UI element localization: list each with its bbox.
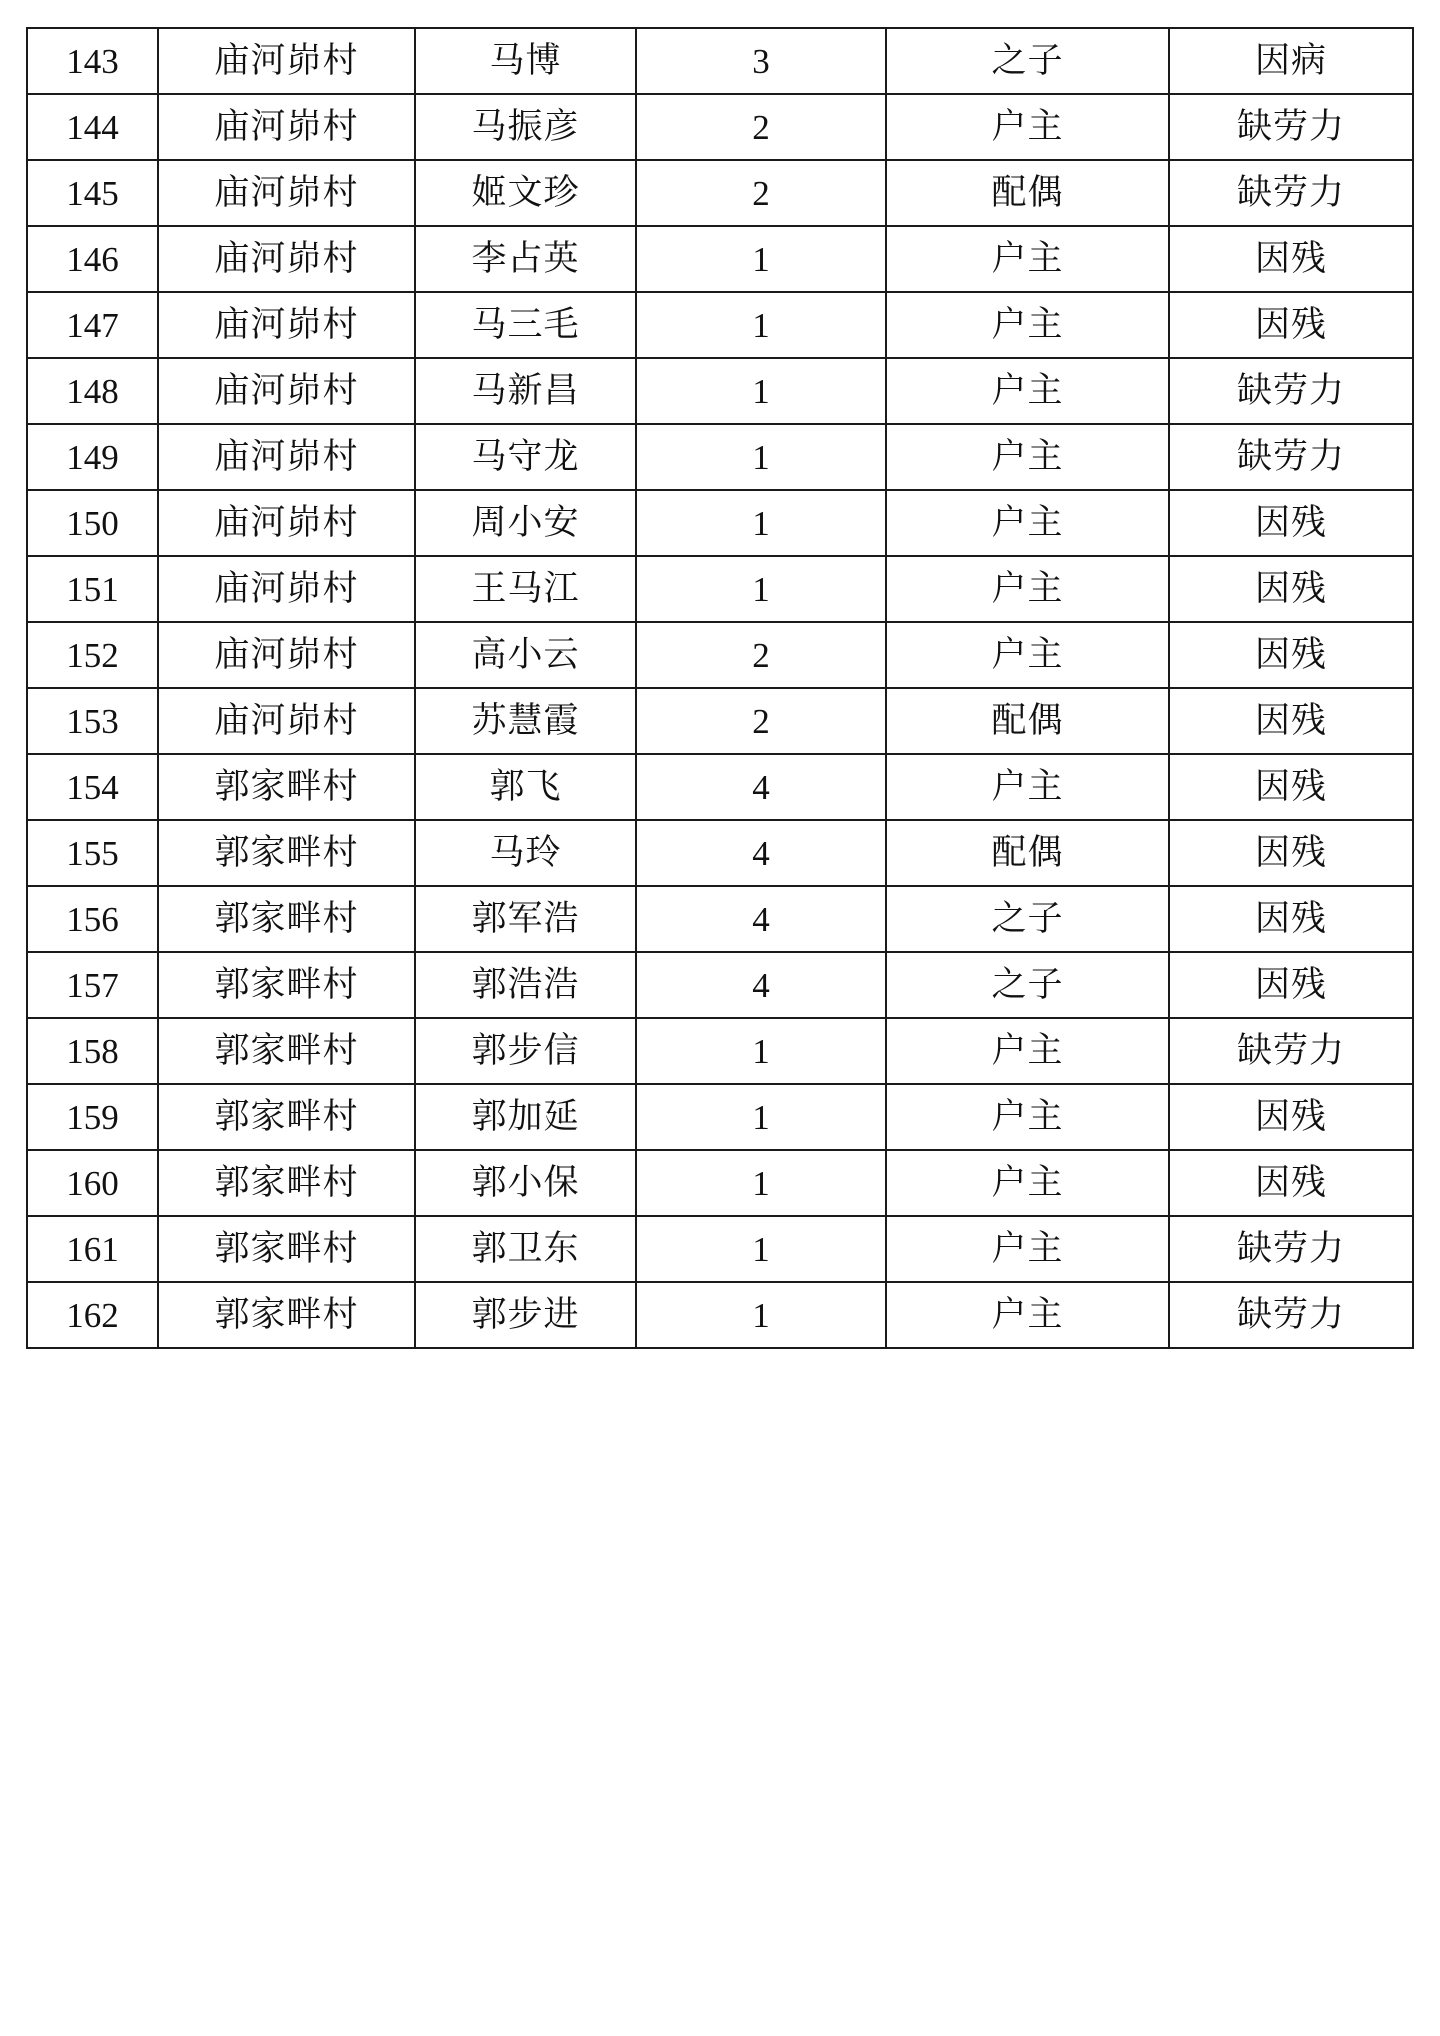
cell-relation: 户主	[886, 1216, 1169, 1282]
cell-household-size: 2	[636, 688, 886, 754]
cell-row-number: 145	[27, 160, 158, 226]
cell-household-size: 1	[636, 1282, 886, 1348]
cell-village: 庙河峁村	[158, 160, 415, 226]
cell-relation: 户主	[886, 424, 1169, 490]
cell-name: 姬文珍	[415, 160, 636, 226]
cell-name: 郭浩浩	[415, 952, 636, 1018]
cell-village: 郭家畔村	[158, 886, 415, 952]
cell-reason: 缺劳力	[1169, 1018, 1413, 1084]
cell-village: 郭家畔村	[158, 952, 415, 1018]
cell-name: 郭步进	[415, 1282, 636, 1348]
cell-reason: 因残	[1169, 1084, 1413, 1150]
cell-village: 庙河峁村	[158, 292, 415, 358]
cell-reason: 缺劳力	[1169, 1282, 1413, 1348]
cell-reason: 因残	[1169, 1150, 1413, 1216]
cell-relation: 户主	[886, 622, 1169, 688]
cell-name: 马玲	[415, 820, 636, 886]
cell-household-size: 1	[636, 226, 886, 292]
cell-reason: 因残	[1169, 886, 1413, 952]
cell-relation: 户主	[886, 292, 1169, 358]
cell-row-number: 143	[27, 28, 158, 94]
cell-row-number: 159	[27, 1084, 158, 1150]
cell-row-number: 144	[27, 94, 158, 160]
cell-reason: 缺劳力	[1169, 358, 1413, 424]
cell-village: 郭家畔村	[158, 1150, 415, 1216]
cell-name: 郭军浩	[415, 886, 636, 952]
table-row	[27, 94, 1413, 160]
cell-relation: 户主	[886, 358, 1169, 424]
table-row	[27, 358, 1413, 424]
cell-village: 郭家畔村	[158, 1282, 415, 1348]
cell-name: 郭步信	[415, 1018, 636, 1084]
cell-relation: 之子	[886, 952, 1169, 1018]
cell-reason: 因残	[1169, 688, 1413, 754]
table-row	[27, 490, 1413, 556]
cell-household-size: 2	[636, 160, 886, 226]
cell-name: 李占英	[415, 226, 636, 292]
cell-relation: 户主	[886, 754, 1169, 820]
table-row	[27, 556, 1413, 622]
cell-household-size: 2	[636, 622, 886, 688]
cell-row-number: 156	[27, 886, 158, 952]
cell-relation: 配偶	[886, 160, 1169, 226]
cell-household-size: 1	[636, 556, 886, 622]
cell-row-number: 149	[27, 424, 158, 490]
roster-table-body	[27, 28, 1413, 1348]
cell-name: 苏慧霞	[415, 688, 636, 754]
cell-household-size: 1	[636, 1150, 886, 1216]
cell-reason: 因残	[1169, 622, 1413, 688]
cell-row-number: 152	[27, 622, 158, 688]
cell-household-size: 4	[636, 886, 886, 952]
cell-row-number: 150	[27, 490, 158, 556]
table-row	[27, 292, 1413, 358]
cell-household-size: 4	[636, 820, 886, 886]
cell-relation: 户主	[886, 490, 1169, 556]
cell-reason: 因残	[1169, 490, 1413, 556]
table-row	[27, 820, 1413, 886]
cell-village: 庙河峁村	[158, 622, 415, 688]
cell-row-number: 154	[27, 754, 158, 820]
cell-relation: 户主	[886, 1018, 1169, 1084]
cell-name: 马振彦	[415, 94, 636, 160]
cell-relation: 户主	[886, 226, 1169, 292]
cell-name: 马三毛	[415, 292, 636, 358]
cell-village: 庙河峁村	[158, 688, 415, 754]
roster-table	[26, 27, 1414, 1349]
table-row	[27, 226, 1413, 292]
table-row	[27, 1084, 1413, 1150]
cell-village: 庙河峁村	[158, 424, 415, 490]
cell-name: 郭卫东	[415, 1216, 636, 1282]
cell-name: 郭小保	[415, 1150, 636, 1216]
cell-village: 庙河峁村	[158, 358, 415, 424]
cell-village: 庙河峁村	[158, 490, 415, 556]
cell-reason: 缺劳力	[1169, 160, 1413, 226]
cell-row-number: 158	[27, 1018, 158, 1084]
table-row	[27, 754, 1413, 820]
cell-reason: 因残	[1169, 754, 1413, 820]
cell-row-number: 153	[27, 688, 158, 754]
cell-row-number: 147	[27, 292, 158, 358]
cell-household-size: 1	[636, 1084, 886, 1150]
cell-household-size: 1	[636, 424, 886, 490]
cell-row-number: 148	[27, 358, 158, 424]
cell-row-number: 146	[27, 226, 158, 292]
cell-row-number: 151	[27, 556, 158, 622]
cell-household-size: 1	[636, 358, 886, 424]
cell-reason: 因残	[1169, 556, 1413, 622]
cell-row-number: 161	[27, 1216, 158, 1282]
table-row	[27, 1018, 1413, 1084]
cell-village: 庙河峁村	[158, 94, 415, 160]
cell-household-size: 1	[636, 1216, 886, 1282]
cell-household-size: 1	[636, 292, 886, 358]
cell-household-size: 4	[636, 754, 886, 820]
cell-reason: 因残	[1169, 292, 1413, 358]
table-row	[27, 886, 1413, 952]
cell-relation: 之子	[886, 886, 1169, 952]
table-row	[27, 688, 1413, 754]
cell-relation: 户主	[886, 1282, 1169, 1348]
table-row	[27, 1282, 1413, 1348]
cell-village: 郭家畔村	[158, 1084, 415, 1150]
cell-household-size: 2	[636, 94, 886, 160]
cell-name: 周小安	[415, 490, 636, 556]
cell-reason: 因残	[1169, 226, 1413, 292]
table-row	[27, 622, 1413, 688]
cell-village: 郭家畔村	[158, 820, 415, 886]
table-row	[27, 424, 1413, 490]
table-row	[27, 1216, 1413, 1282]
cell-name: 王马江	[415, 556, 636, 622]
cell-name: 马博	[415, 28, 636, 94]
cell-village: 庙河峁村	[158, 28, 415, 94]
cell-relation: 之子	[886, 28, 1169, 94]
table-row	[27, 28, 1413, 94]
cell-reason: 因残	[1169, 820, 1413, 886]
cell-village: 庙河峁村	[158, 226, 415, 292]
cell-reason: 缺劳力	[1169, 424, 1413, 490]
cell-row-number: 160	[27, 1150, 158, 1216]
cell-village: 郭家畔村	[158, 1018, 415, 1084]
cell-household-size: 3	[636, 28, 886, 94]
table-row	[27, 952, 1413, 1018]
cell-row-number: 155	[27, 820, 158, 886]
cell-relation: 配偶	[886, 820, 1169, 886]
cell-village: 庙河峁村	[158, 556, 415, 622]
cell-reason: 因病	[1169, 28, 1413, 94]
cell-relation: 配偶	[886, 688, 1169, 754]
cell-household-size: 1	[636, 1018, 886, 1084]
cell-name: 高小云	[415, 622, 636, 688]
cell-household-size: 1	[636, 490, 886, 556]
cell-row-number: 162	[27, 1282, 158, 1348]
cell-village: 郭家畔村	[158, 754, 415, 820]
cell-name: 郭飞	[415, 754, 636, 820]
cell-name: 马守龙	[415, 424, 636, 490]
cell-row-number: 157	[27, 952, 158, 1018]
cell-name: 马新昌	[415, 358, 636, 424]
cell-village: 郭家畔村	[158, 1216, 415, 1282]
cell-household-size: 4	[636, 952, 886, 1018]
cell-reason: 缺劳力	[1169, 94, 1413, 160]
cell-relation: 户主	[886, 556, 1169, 622]
cell-name: 郭加延	[415, 1084, 636, 1150]
table-row	[27, 1150, 1413, 1216]
cell-relation: 户主	[886, 1150, 1169, 1216]
cell-reason: 缺劳力	[1169, 1216, 1413, 1282]
table-row	[27, 160, 1413, 226]
cell-reason: 因残	[1169, 952, 1413, 1018]
cell-relation: 户主	[886, 94, 1169, 160]
cell-relation: 户主	[886, 1084, 1169, 1150]
